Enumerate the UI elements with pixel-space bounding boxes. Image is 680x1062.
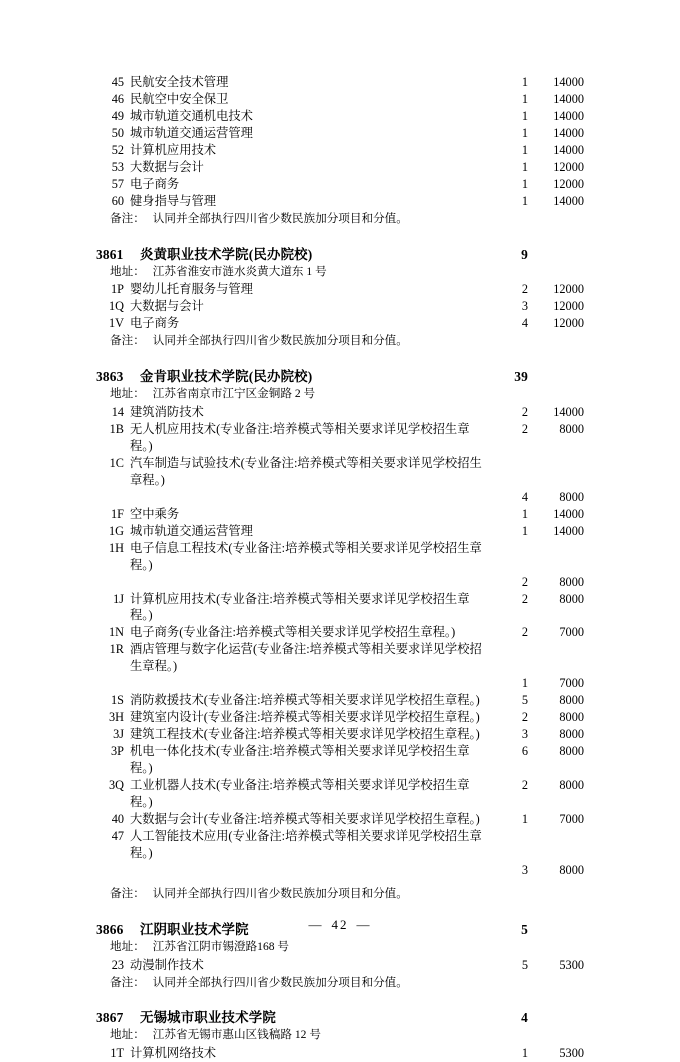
major-count: 1 bbox=[521, 159, 528, 174]
continued-major-list bbox=[96, 74, 584, 210]
major-count: 2 bbox=[521, 421, 528, 436]
major-fee: 8000 bbox=[559, 778, 584, 793]
major-code: 1H bbox=[108, 540, 124, 555]
major-count: 4 bbox=[521, 316, 528, 331]
major-code: 47 bbox=[111, 829, 124, 844]
table-row bbox=[96, 298, 584, 315]
major-count: 1 bbox=[521, 506, 528, 521]
major-fee: 14000 bbox=[553, 125, 584, 140]
major-fee: 8000 bbox=[559, 710, 584, 725]
note-text: 认同并全部执行四川省少数民族加分项目和分值。 bbox=[152, 975, 408, 989]
note-label: 备注： bbox=[110, 211, 145, 225]
table-row-continuation bbox=[96, 574, 584, 591]
major-count: 1 bbox=[521, 523, 528, 538]
major-name: 城市轨道交通运营管理 bbox=[130, 125, 253, 140]
major-count: 6 bbox=[521, 744, 528, 759]
school-count: 5 bbox=[521, 921, 528, 937]
major-code: 1G bbox=[108, 523, 124, 538]
major-count: 1 bbox=[521, 75, 528, 89]
table-row bbox=[96, 404, 584, 421]
major-fee: 8000 bbox=[559, 421, 584, 436]
major-code: 1P bbox=[111, 282, 124, 297]
major-name: 电子信息工程技术(专业备注:培养模式等相关要求详见学校招生章程。) bbox=[130, 540, 482, 572]
page-number: 42 bbox=[331, 917, 349, 932]
table-row bbox=[96, 421, 584, 455]
spacer bbox=[96, 879, 584, 885]
table-row bbox=[96, 811, 584, 828]
major-name: 酒店管理与数字化运营(专业备注:培养模式等相关要求详见学校招生章程。) bbox=[130, 642, 482, 674]
school-name: 金肯职业技术学院(民办院校) bbox=[140, 369, 313, 385]
major-name: 城市轨道交通机电技术 bbox=[130, 108, 253, 123]
table-row bbox=[96, 591, 584, 625]
major-fee: 7000 bbox=[559, 625, 584, 640]
address-line bbox=[96, 386, 584, 403]
school-name: 江阴职业技术学院 bbox=[140, 921, 249, 937]
address-text: 江苏省淮安市涟水炎黄大道东 1 号 bbox=[152, 264, 327, 278]
table-row-continuation bbox=[96, 675, 584, 692]
major-count: 1 bbox=[521, 1046, 528, 1061]
major-name: 建筑室内设计(专业备注:培养模式等相关要求详见学校招生章程。) bbox=[130, 710, 480, 725]
note-line bbox=[96, 975, 584, 992]
note-text: 认同并全部执行四川省少数民族加分项目和分值。 bbox=[152, 334, 408, 348]
major-code: 3J bbox=[113, 727, 124, 742]
school-code: 3867 bbox=[96, 1010, 124, 1026]
major-code: 1V bbox=[108, 316, 124, 331]
table-row bbox=[96, 125, 584, 142]
major-name: 婴幼儿托育服务与管理 bbox=[130, 282, 253, 297]
school-count: 39 bbox=[514, 369, 528, 385]
address-line bbox=[96, 939, 584, 956]
major-name: 大数据与会计 bbox=[130, 299, 204, 314]
major-code: 60 bbox=[111, 193, 124, 208]
school-code: 3861 bbox=[96, 246, 124, 262]
major-code: 50 bbox=[111, 125, 124, 140]
major-name: 建筑工程技术(专业备注:培养模式等相关要求详见学校招生章程。) bbox=[130, 727, 480, 742]
footer-dash-left: — bbox=[308, 917, 324, 932]
note-label: 备注： bbox=[110, 886, 145, 900]
major-count: 2 bbox=[521, 574, 528, 589]
major-code: 40 bbox=[111, 812, 124, 827]
note-line bbox=[96, 211, 584, 228]
major-fee: 8000 bbox=[559, 574, 584, 589]
major-fee: 7000 bbox=[559, 676, 584, 691]
major-name: 汽车制造与试验技术(专业备注:培养模式等相关要求详见学校招生章程。) bbox=[130, 455, 482, 487]
major-list bbox=[96, 404, 584, 879]
table-row bbox=[96, 506, 584, 523]
major-fee: 12000 bbox=[553, 282, 584, 297]
page-content bbox=[96, 74, 584, 1062]
major-name: 民航安全技术管理 bbox=[130, 75, 229, 89]
school-header bbox=[96, 366, 584, 385]
major-list bbox=[96, 957, 584, 974]
major-count: 1 bbox=[521, 142, 528, 157]
table-row bbox=[96, 709, 584, 726]
major-count: 4 bbox=[521, 489, 528, 504]
major-list bbox=[96, 1045, 584, 1062]
school-code: 3863 bbox=[96, 369, 124, 385]
major-count: 3 bbox=[521, 299, 528, 314]
table-row bbox=[96, 142, 584, 159]
major-fee: 12000 bbox=[553, 299, 584, 314]
table-row bbox=[96, 777, 584, 811]
major-count: 2 bbox=[521, 778, 528, 793]
major-count: 1 bbox=[521, 812, 528, 827]
major-name: 电子商务 bbox=[130, 316, 180, 331]
major-code: 1B bbox=[109, 421, 124, 436]
major-fee: 14000 bbox=[553, 506, 584, 521]
major-count: 1 bbox=[521, 91, 528, 106]
table-row bbox=[96, 828, 584, 862]
major-code: 1Q bbox=[108, 299, 124, 314]
major-fee: 8000 bbox=[559, 489, 584, 504]
major-name: 计算机网络技术 bbox=[130, 1046, 217, 1061]
table-row bbox=[96, 523, 584, 540]
major-fee: 8000 bbox=[559, 693, 584, 708]
school-header bbox=[96, 1007, 584, 1026]
table-row bbox=[96, 315, 584, 332]
major-count: 1 bbox=[521, 125, 528, 140]
major-fee: 7000 bbox=[559, 812, 584, 827]
major-name: 空中乘务 bbox=[130, 506, 180, 521]
table-row bbox=[96, 624, 584, 641]
major-fee: 8000 bbox=[559, 591, 584, 606]
major-fee: 8000 bbox=[559, 863, 584, 877]
major-name: 无人机应用技术(专业备注:培养模式等相关要求详见学校招生章程。) bbox=[130, 421, 470, 453]
major-name: 计算机应用技术(专业备注:培养模式等相关要求详见学校招生章程。) bbox=[130, 591, 470, 623]
major-fee: 5300 bbox=[559, 957, 584, 972]
note-label: 备注： bbox=[110, 334, 145, 348]
school-header bbox=[96, 244, 584, 263]
major-fee: 12000 bbox=[553, 159, 584, 174]
table-row bbox=[96, 176, 584, 193]
major-code: 3P bbox=[111, 744, 124, 759]
major-code: 3Q bbox=[108, 778, 124, 793]
major-code: 1C bbox=[109, 455, 124, 470]
major-code: 52 bbox=[111, 142, 124, 157]
major-count: 2 bbox=[521, 625, 528, 640]
major-code: 1S bbox=[111, 693, 124, 708]
address-text: 江苏省无锡市惠山区钱稿路 12 号 bbox=[152, 1028, 321, 1042]
note-line bbox=[96, 886, 584, 903]
school-name: 无锡城市职业技术学院 bbox=[140, 1010, 276, 1026]
major-fee: 5300 bbox=[559, 1046, 584, 1061]
address-label: 地址： bbox=[110, 1028, 145, 1042]
major-fee: 8000 bbox=[559, 744, 584, 759]
major-name: 电子商务(专业备注:培养模式等相关要求详见学校招生章程。) bbox=[130, 625, 456, 640]
table-row bbox=[96, 108, 584, 125]
table-row bbox=[96, 743, 584, 777]
major-name: 消防救援技术(专业备注:培养模式等相关要求详见学校招生章程。) bbox=[130, 693, 480, 708]
table-row bbox=[96, 641, 584, 675]
major-fee: 12000 bbox=[553, 316, 584, 331]
address-label: 地址： bbox=[110, 939, 145, 953]
table-row bbox=[96, 281, 584, 298]
major-code: 3H bbox=[108, 710, 124, 725]
major-name: 电子商务 bbox=[130, 176, 180, 191]
major-code: 46 bbox=[111, 91, 124, 106]
table-row bbox=[96, 1045, 584, 1062]
note-line bbox=[96, 333, 584, 350]
major-fee: 14000 bbox=[553, 108, 584, 123]
school-name: 炎黄职业技术学院(民办院校) bbox=[140, 246, 313, 262]
address-label: 地址： bbox=[110, 387, 145, 401]
note-label: 备注： bbox=[110, 975, 145, 989]
major-count: 1 bbox=[521, 176, 528, 191]
table-row bbox=[96, 91, 584, 108]
table-row bbox=[96, 193, 584, 210]
address-line bbox=[96, 264, 584, 281]
address-text: 江苏省江阴市锡澄路168 号 bbox=[152, 939, 290, 953]
table-row bbox=[96, 692, 584, 709]
table-row-continuation bbox=[96, 489, 584, 506]
major-fee: 14000 bbox=[553, 193, 584, 208]
major-code: 1F bbox=[111, 506, 124, 521]
major-code: 1N bbox=[108, 625, 124, 640]
major-count: 1 bbox=[521, 108, 528, 123]
major-fee: 14000 bbox=[553, 404, 584, 419]
major-name: 工业机器人技术(专业备注:培养模式等相关要求详见学校招生章程。) bbox=[130, 778, 470, 810]
major-name: 大数据与会计 bbox=[130, 159, 204, 174]
table-row bbox=[96, 159, 584, 176]
address-line bbox=[96, 1027, 584, 1044]
major-count: 2 bbox=[521, 710, 528, 725]
table-row bbox=[96, 540, 584, 574]
page-footer bbox=[0, 917, 680, 933]
major-name: 建筑消防技术 bbox=[130, 404, 204, 419]
major-name: 民航空中安全保卫 bbox=[130, 91, 229, 106]
major-name: 健身指导与管理 bbox=[130, 193, 217, 208]
major-fee: 8000 bbox=[559, 727, 584, 742]
major-code: 45 bbox=[111, 75, 124, 89]
major-code: 53 bbox=[111, 159, 124, 174]
major-code: 57 bbox=[111, 176, 124, 191]
major-fee: 14000 bbox=[553, 142, 584, 157]
address-label: 地址： bbox=[110, 264, 145, 278]
major-list bbox=[96, 281, 584, 332]
major-fee: 14000 bbox=[553, 75, 584, 89]
school-code: 3866 bbox=[96, 921, 124, 937]
major-count: 5 bbox=[521, 957, 528, 972]
major-code: 1R bbox=[109, 642, 124, 657]
major-fee: 14000 bbox=[553, 91, 584, 106]
table-row bbox=[96, 726, 584, 743]
note-text: 认同并全部执行四川省少数民族加分项目和分值。 bbox=[152, 211, 408, 225]
major-count: 1 bbox=[521, 676, 528, 691]
major-fee: 14000 bbox=[553, 523, 584, 538]
footer-dash-right: — bbox=[356, 917, 372, 932]
major-name: 机电一体化技术(专业备注:培养模式等相关要求详见学校招生章程。) bbox=[130, 744, 470, 776]
major-count: 5 bbox=[521, 693, 528, 708]
major-count: 1 bbox=[521, 193, 528, 208]
note-text: 认同并全部执行四川省少数民族加分项目和分值。 bbox=[152, 886, 408, 900]
school-count: 9 bbox=[521, 246, 528, 262]
table-row-continuation bbox=[96, 862, 584, 879]
major-count: 3 bbox=[521, 727, 528, 742]
major-name: 计算机应用技术 bbox=[130, 142, 217, 157]
major-name: 人工智能技术应用(专业备注:培养模式等相关要求详见学校招生章程。) bbox=[130, 829, 482, 861]
address-text: 江苏省南京市江宁区金铜路 2 号 bbox=[152, 387, 316, 401]
major-code: 14 bbox=[111, 404, 124, 419]
major-code: 1J bbox=[113, 591, 124, 606]
major-count: 3 bbox=[521, 863, 528, 877]
major-fee: 12000 bbox=[553, 176, 584, 191]
major-name: 动漫制作技术 bbox=[130, 957, 204, 972]
major-name: 大数据与会计(专业备注:培养模式等相关要求详见学校招生章程。) bbox=[130, 812, 480, 827]
major-name: 城市轨道交通运营管理 bbox=[130, 523, 253, 538]
table-row bbox=[96, 957, 584, 974]
table-row bbox=[96, 74, 584, 91]
major-count: 2 bbox=[521, 404, 528, 419]
major-code: 1T bbox=[110, 1046, 124, 1061]
major-count: 2 bbox=[521, 282, 528, 297]
major-code: 49 bbox=[111, 108, 124, 123]
school-count: 4 bbox=[521, 1010, 528, 1026]
table-row bbox=[96, 455, 584, 489]
major-count: 2 bbox=[521, 591, 528, 606]
major-code: 23 bbox=[111, 957, 124, 972]
